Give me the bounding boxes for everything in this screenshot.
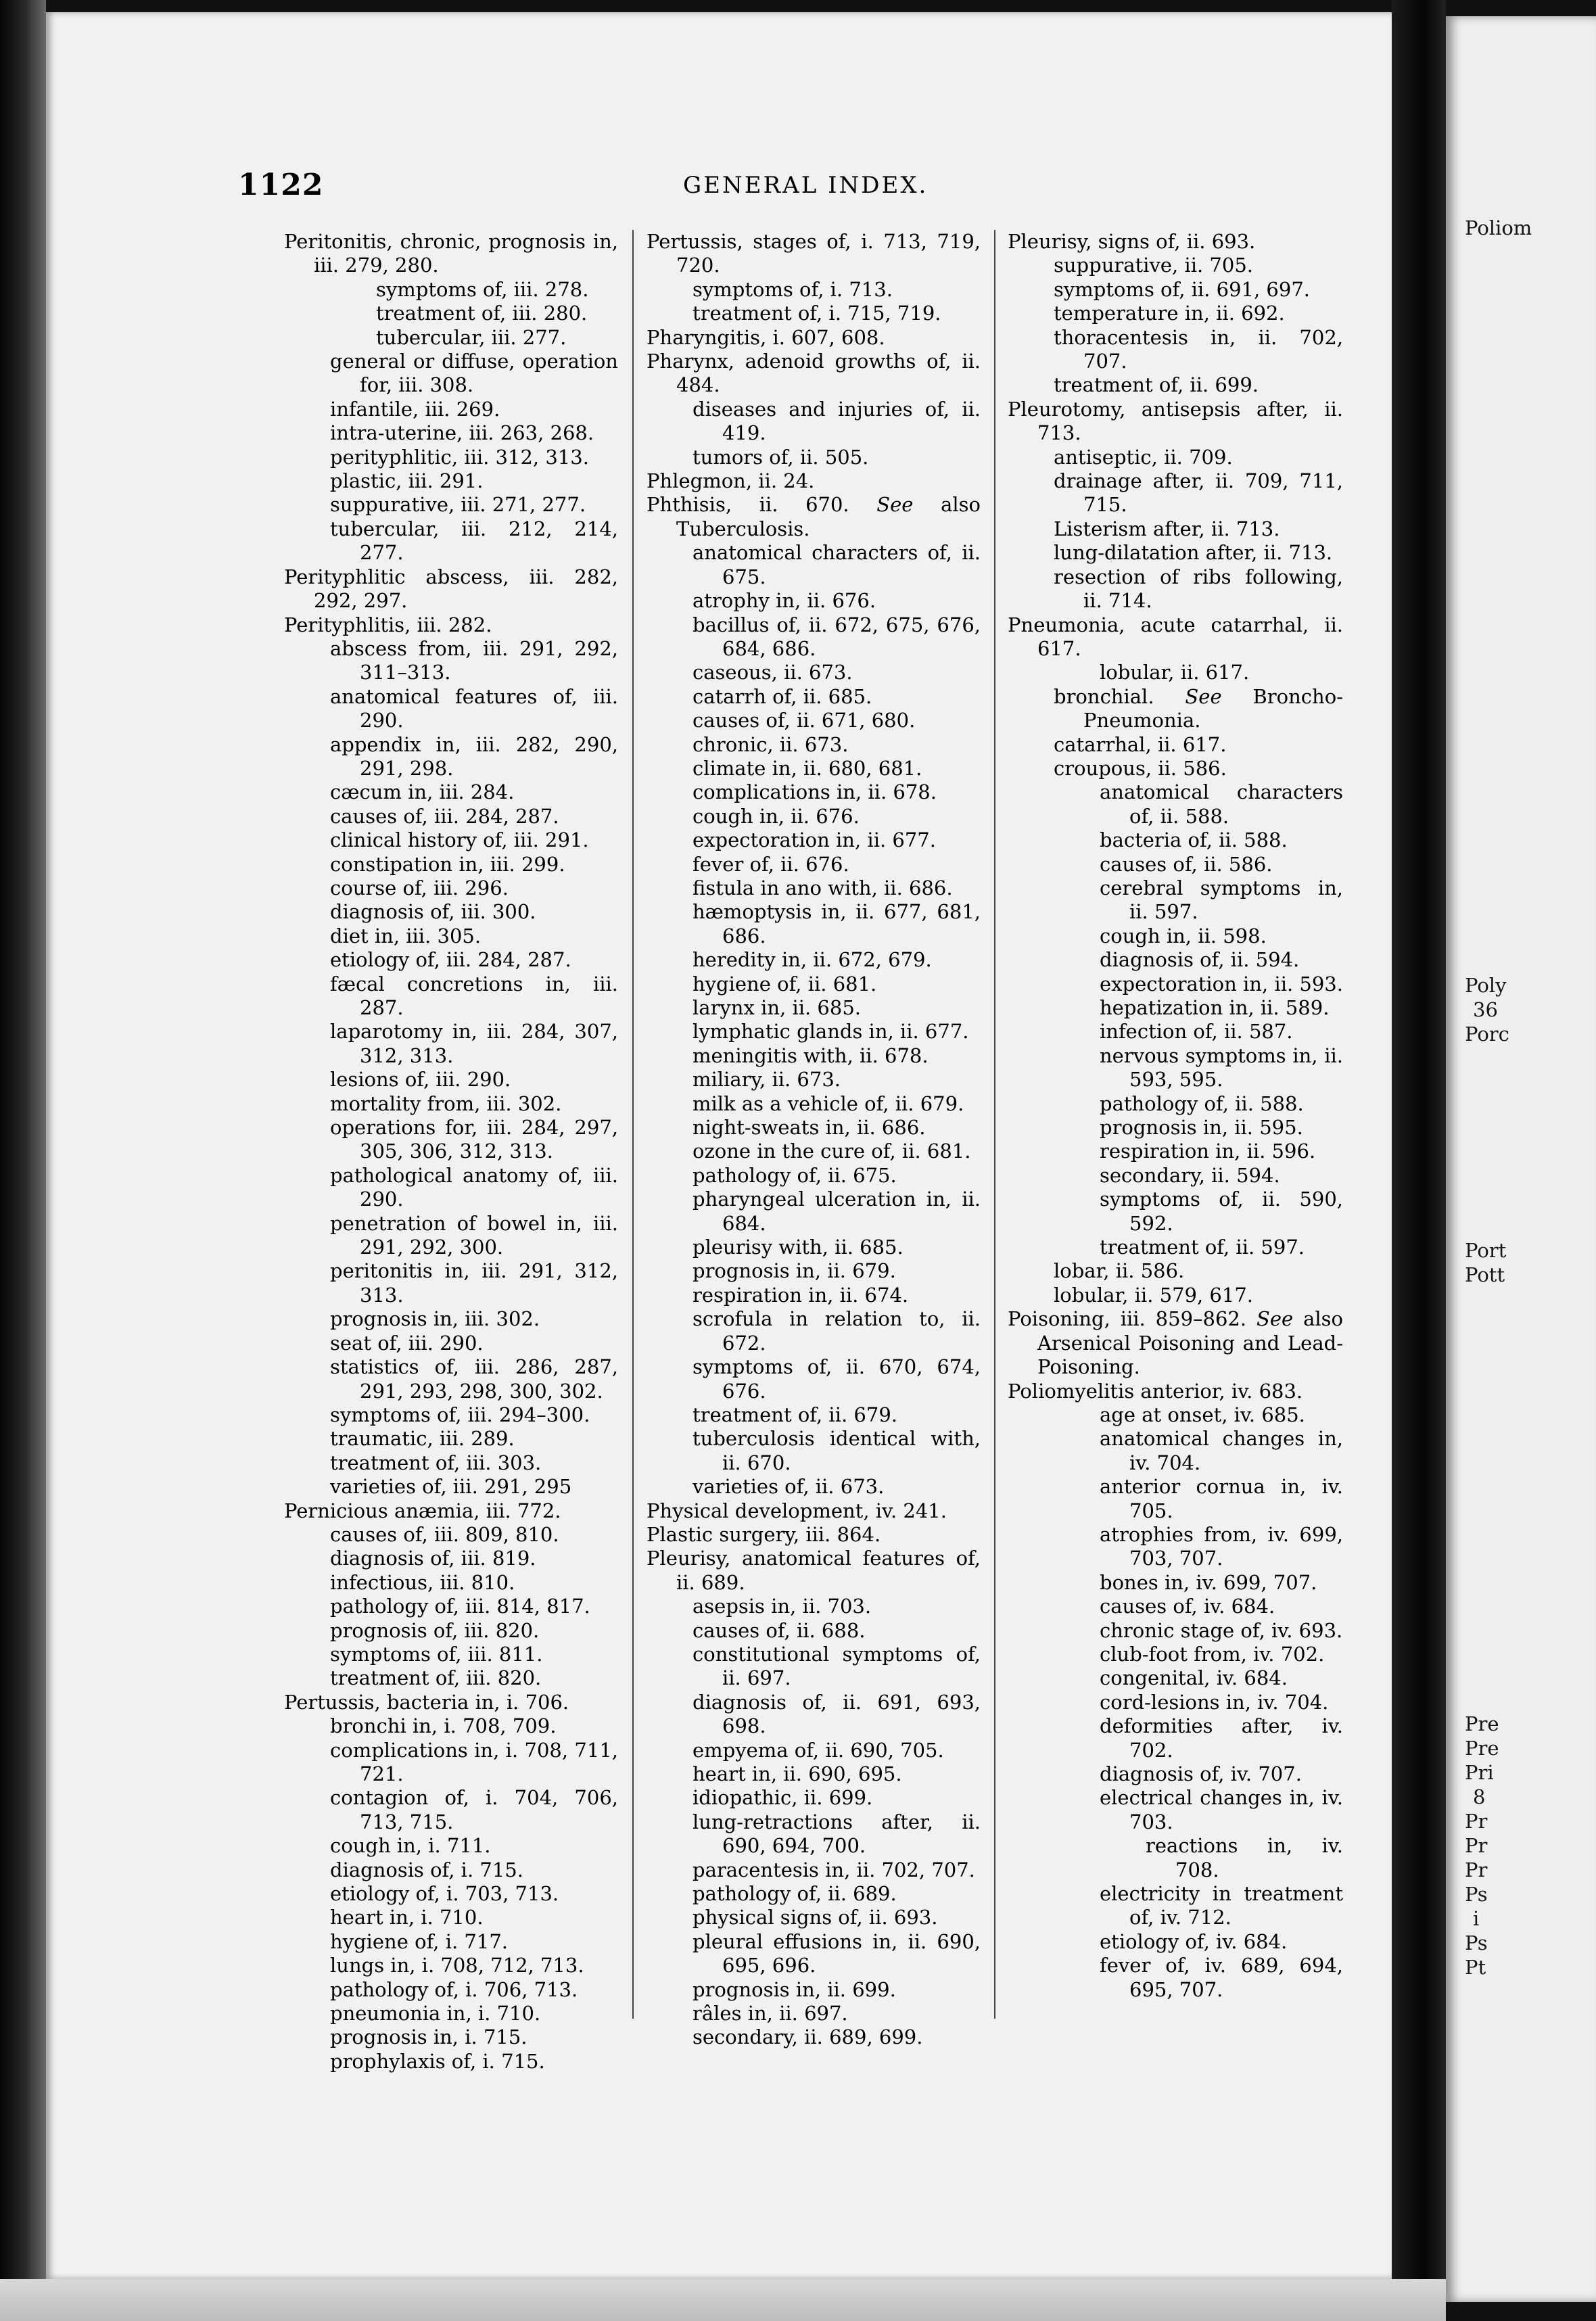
facing-page-fragment: Pt [1465,1956,1486,1979]
index-subentry: Listerism after, ii. 713. [1054,517,1280,540]
index-heading-entry: Pleurotomy, antisepsis after, ii. 713. [1008,397,1343,445]
index-subentry: tubercular, iii. 212, 214, 277. [330,517,618,565]
index-subentry: climate in, ii. 680, 681. [693,756,922,780]
book-gutter [1392,0,1446,2321]
index-subentry: temperature in, ii. 692. [1054,302,1285,325]
book-spine-left-edge [0,0,46,2321]
index-subentry: congenital, iv. 684. [1100,1666,1288,1690]
index-subentry: diagnosis of, iv. 707. [1100,1762,1302,1785]
index-subentry: idiopathic, ii. 699. [693,1786,873,1810]
index-subentry: expectoration in, ii. 593. [1100,972,1343,995]
index-subentry: fever of, ii. 676. [693,852,849,876]
index-subentry: symptoms of, iii. 811. [330,1642,543,1666]
index-subentry: lesions of, iii. 290. [330,1068,511,1092]
index-subentry: club-foot from, iv. 702. [1100,1642,1325,1666]
index-subentry: complications in, i. 708, 711, 721. [330,1738,618,1785]
index-subentry: fæcal concretions in, iii. 287. [330,972,618,1019]
index-subentry: diagnosis of, ii. 594. [1100,948,1300,972]
index-subentry: secondary, ii. 689, 699. [693,2025,923,2049]
index-subentry: prognosis in, ii. 679. [693,1259,896,1283]
index-subentry: hygiene of, ii. 681. [693,972,877,995]
index-subentry: prognosis in, ii. 595. [1100,1116,1303,1140]
index-heading-entry: Perityphlitis, iii. 282. [284,613,492,636]
index-subentry: clinical history of, iii. 291. [330,828,589,852]
index-heading-entry: Phthisis, ii. 670. See also Tuberculosis. [647,493,981,540]
index-subentry: abscess from, iii. 291, 292, 311–313. [330,636,618,684]
index-subentry: causes of, iii. 809, 810. [330,1522,559,1546]
index-subentry: bacteria of, ii. 588. [1100,828,1288,852]
index-subentry: respiration in, ii. 674. [693,1283,909,1307]
index-subentry: symptoms of, ii. 590, 592. [1100,1188,1343,1235]
index-subentry: cord-lesions in, iv. 704. [1100,1690,1329,1714]
index-subentry: traumatic, iii. 289. [330,1427,515,1451]
index-subentry: pharyngeal ulceration in, ii. 684. [693,1188,981,1235]
index-subentry: operations for, iii. 284, 297, 305, 306, 312, 313. [330,1116,618,1163]
facing-page-fragment: Pr [1465,1834,1488,1857]
index-subentry: night-sweats in, ii. 686. [693,1116,926,1140]
index-subentry: prognosis in, ii. 699. [693,1977,896,2001]
index-subentry: resection of ribs following, ii. 714. [1054,565,1343,613]
facing-page-fragment: 8 [1473,1785,1486,1808]
index-heading-entry: Peritonitis, chronic, prognosis in, iii. 279, 280. [284,230,618,277]
index-subentry: drainage after, ii. 709, 711, 715. [1054,469,1343,517]
index-subentry: penetration of bowel in, iii. 291, 292, 300. [330,1211,618,1259]
index-heading-entry: Physical development, iv. 241. [647,1499,947,1522]
index-heading-entry: Pneumonia, acute catarrhal, ii. 617. [1008,613,1343,660]
index-subentry: tumors of, ii. 505. [693,445,869,469]
index-subentry: fever of, iv. 689, 694, 695, 707. [1100,1954,1343,2001]
index-subentry: heredity in, ii. 672, 679. [693,948,932,972]
index-subentry: scrofula in relation to, ii. 672. [693,1307,981,1355]
facing-page-fragment: Port [1465,1239,1507,1262]
index-subentry: pathology of, i. 706, 713. [330,1977,578,2001]
index-subentry: respiration in, ii. 596. [1100,1140,1316,1163]
index-subentry: atrophies from, iv. 699, 703, 707. [1100,1522,1343,1570]
index-subentry: causes of, ii. 671, 680. [693,709,916,732]
index-subentry: symptoms of, i. 713. [693,277,893,301]
index-subentry: prognosis in, iii. 302. [330,1307,540,1331]
index-subentry: bacillus of, ii. 672, 675, 676, 684, 686. [693,613,981,660]
index-subentry: treatment of, i. 715, 719. [693,302,941,325]
facing-page-fragment: Pri [1465,1761,1494,1784]
index-subentry: contagion of, i. 704, 706, 713, 715. [330,1786,618,1833]
index-heading-entry: Pleurisy, anatomical features of, ii. 689. [647,1547,981,1594]
index-subentry: prophylaxis of, i. 715. [330,2049,545,2073]
facing-page-fragment: Poly [1465,974,1507,997]
index-column-2 [647,230,981,2050]
index-subentry: miliary, ii. 673. [693,1068,841,1092]
index-subentry: cough in, i. 711. [330,1834,491,1858]
index-subentry: cough in, ii. 676. [693,804,860,828]
index-subentry: diagnosis of, i. 715. [330,1858,523,1881]
index-subentry: pleurisy with, ii. 685. [693,1236,903,1259]
index-subentry: diagnosis of, iii. 819. [330,1547,536,1570]
index-subentry: infectious, iii. 810. [330,1570,515,1594]
index-subentry: bronchial. See Broncho-Pneumonia. [1054,684,1343,732]
index-subentry: meningitis with, ii. 678. [693,1044,929,1067]
index-subentry: pathological anatomy of, iii. 290. [330,1163,618,1211]
facing-page-fragment: Pre [1465,1737,1499,1760]
index-subentry: pleural effusions in, ii. 690, 695, 696. [693,1929,981,1977]
index-subentry: reactions in, iv. 708. [1146,1834,1343,1881]
index-subentry: diagnosis of, ii. 691, 693, 698. [693,1690,981,1738]
index-subentry: cough in, ii. 598. [1100,924,1267,947]
facing-page-fragment: Pr [1465,1858,1488,1881]
index-subentry: anatomical characters of, ii. 588. [1100,780,1343,828]
index-subentry: asepsis in, ii. 703. [693,1595,872,1618]
index-subentry: lung-retractions after, ii. 690, 694, 700. [693,1810,981,1858]
index-subentry: nervous symptoms in, ii. 593, 595. [1100,1044,1343,1092]
index-subentry: physical signs of, ii. 693. [693,1906,938,1929]
index-subentry: anatomical characters of, ii. 675. [693,541,981,588]
index-subentry: atrophy in, ii. 676. [693,589,876,613]
index-subentry: anterior cornua in, iv. 705. [1100,1475,1343,1522]
index-subentry: causes of, iii. 284, 287. [330,804,559,828]
index-subentry: milk as a vehicle of, ii. 679. [693,1092,964,1115]
index-subentry: constipation in, iii. 299. [330,852,565,876]
facing-page-fragment: Pott [1465,1263,1505,1286]
running-head: GENERAL INDEX. [683,172,929,199]
index-subentry: seat of, iii. 290. [330,1331,484,1355]
index-heading-entry: Plastic surgery, iii. 864. [647,1522,881,1546]
index-heading-entry: Perityphlitic abscess, iii. 282, 292, 297. [284,565,618,613]
index-subentry: cæcum in, iii. 284. [330,780,515,804]
index-subentry: lymphatic glands in, ii. 677. [693,1020,969,1044]
index-subentry: course of, iii. 296. [330,876,509,899]
facing-page-fragment: i [1473,1907,1480,1930]
column-rule-2 [994,230,995,2019]
index-heading-entry: Pharyngitis, i. 607, 608. [647,325,885,349]
index-subentry: paracentesis in, ii. 702, 707. [693,1858,975,1881]
index-subentry: constitutional symptoms of, ii. 697. [693,1642,981,1690]
index-subentry: prognosis of, iii. 820. [330,1618,540,1642]
index-subentry: peritonitis in, iii. 291, 312, 313. [330,1259,618,1307]
index-subentry: hæmoptysis in, ii. 677, 681, 686. [693,900,981,947]
facing-page-fragment: Porc [1465,1023,1509,1046]
index-subentry: suppurative, iii. 271, 277. [330,493,586,517]
index-subentry: lobar, ii. 586. [1054,1259,1185,1283]
index-subentry: lobular, ii. 579, 617. [1054,1283,1253,1307]
index-subentry: croupous, ii. 586. [1054,756,1227,780]
index-subentry: treatment of, ii. 597. [1100,1236,1305,1259]
index-subentry: mortality from, iii. 302. [330,1092,562,1115]
index-subentry: varieties of, iii. 291, 295 [330,1475,572,1499]
index-subentry: causes of, iv. 684. [1100,1595,1275,1618]
index-heading-entry: Pleurisy, signs of, ii. 693. [1008,230,1256,253]
index-subentry: cerebral symptoms in, ii. 597. [1100,876,1343,924]
facing-page-edge [1446,16,1596,2302]
index-subentry: causes of, ii. 688. [693,1618,866,1642]
index-subentry: chronic stage of, iv. 693. [1100,1618,1343,1642]
index-subentry: laparotomy in, iii. 284, 307, 312, 313. [330,1020,618,1067]
index-subentry: hepatization in, ii. 589. [1100,996,1330,1019]
facing-page-fragment: 36 [1473,998,1498,1021]
page-bottom-edge [0,2279,1446,2321]
index-subentry: infantile, iii. 269. [330,397,500,421]
facing-page-fragment: Pr [1465,1810,1488,1833]
index-column-1 [284,230,618,2073]
index-heading-entry: Pharynx, adenoid growths of, ii. 484. [647,350,981,397]
index-subentry: ozone in the cure of, ii. 681. [693,1140,971,1163]
index-subentry: anatomical features of, iii. 290. [330,684,618,732]
index-subentry: caseous, ii. 673. [693,661,853,684]
index-subentry: treatment of, ii. 699. [1054,373,1259,397]
index-heading-entry: Poisoning, iii. 859–862. See also Arsenical Poisoning and Lead-Poisoning. [1008,1307,1343,1379]
facing-page-fragment: Ps [1465,1883,1488,1906]
index-subentry: pathology of, iii. 814, 817. [330,1595,590,1618]
index-subentry: bronchi in, i. 708, 709. [330,1714,557,1738]
facing-page-fragment: Ps [1465,1931,1488,1954]
index-subentry: infection of, ii. 587. [1100,1020,1293,1044]
index-subentry: symptoms of, iii. 294–300. [330,1403,590,1426]
index-subentry: catarrhal, ii. 617. [1054,732,1227,756]
index-subentry: electricity in treatment of, iv. 712. [1100,1882,1343,1929]
index-subentry: diseases and injuries of, ii. 419. [693,397,981,445]
index-heading-entry: Pertussis, bacteria in, i. 706. [284,1690,569,1714]
index-subentry: general or diffuse, operation for, iii. 308. [330,350,618,397]
index-subentry: heart in, i. 710. [330,1906,484,1929]
index-subentry: plastic, iii. 291. [330,469,484,493]
index-subentry: complications in, ii. 678. [693,780,937,804]
index-subentry: antiseptic, ii. 709. [1054,445,1233,469]
index-subentry: etiology of, i. 703, 713. [330,1882,559,1906]
index-subentry: anatomical changes in, iv. 704. [1100,1427,1343,1474]
index-heading-entry: Phlegmon, ii. 24. [647,469,815,493]
index-subentry: pathology of, ii. 675. [693,1163,897,1187]
facing-page-fragment: Pre [1465,1712,1499,1735]
index-subentry: catarrh of, ii. 685. [693,684,872,708]
column-rule-1 [632,230,634,2019]
index-subentry: suppurative, ii. 705. [1054,254,1253,277]
index-subentry: symptoms of, ii. 670, 674, 676. [693,1355,981,1403]
index-subentry: varieties of, ii. 673. [693,1475,885,1499]
index-subentry: causes of, ii. 586. [1100,852,1273,876]
index-subentry: pathology of, ii. 689. [693,1882,897,1906]
index-subentry: secondary, ii. 594. [1100,1163,1280,1187]
index-subentry: larynx in, ii. 685. [693,996,862,1019]
index-subentry: lung-dilatation after, ii. 713. [1054,541,1333,565]
index-subentry: lobular, ii. 617. [1100,661,1250,684]
index-subentry: perityphlitic, iii. 312, 313. [330,445,589,469]
index-subentry: statistics of, iii. 286, 287, 291, 293, 298, 300, 302. [330,1355,618,1403]
index-subentry: electrical changes in, iv. 703. [1100,1786,1343,1833]
index-subentry: tubercular, iii. 277. [376,325,567,349]
index-subentry: etiology of, iv. 684. [1100,1929,1288,1953]
index-subentry: thoracentesis in, ii. 702, 707. [1054,325,1343,373]
index-subentry: treatment of, iii. 303. [330,1451,542,1474]
facing-page-fragment: Poliom [1465,216,1532,239]
index-subentry: bones in, iv. 699, 707. [1100,1570,1317,1594]
index-subentry: heart in, ii. 690, 695. [693,1762,902,1785]
index-subentry: age at onset, iv. 685. [1100,1403,1305,1426]
index-subentry: treatment of, iii. 280. [376,302,588,325]
index-heading-entry: Poliomyelitis anterior, iv. 683. [1008,1379,1303,1403]
index-heading-entry: Pernicious anæmia, iii. 772. [284,1499,561,1522]
index-subentry: pneumonia in, i. 710. [330,2002,541,2025]
page-number: 1122 [238,168,324,202]
index-subentry: deformities after, iv. 702. [1100,1714,1343,1762]
index-subentry: pathology of, ii. 588. [1100,1092,1304,1115]
index-column-3 [1008,230,1343,2002]
index-subentry: hygiene of, i. 717. [330,1929,508,1953]
index-subentry: symptoms of, ii. 691, 697. [1054,277,1310,301]
index-subentry: etiology of, iii. 284, 287. [330,948,571,972]
index-heading-entry: Pertussis, stages of, i. 713, 719, 720. [647,230,981,277]
index-subentry: treatment of, ii. 679. [693,1403,897,1426]
index-subentry: diagnosis of, iii. 300. [330,900,536,924]
index-subentry: appendix in, iii. 282, 290, 291, 298. [330,732,618,780]
index-subentry: diet in, iii. 305. [330,924,482,947]
index-subentry: empyema of, ii. 690, 705. [693,1738,944,1762]
index-subentry: symptoms of, iii. 278. [376,277,589,301]
index-subentry: chronic, ii. 673. [693,732,849,756]
index-subentry: râles in, ii. 697. [693,2002,848,2025]
index-subentry: tuberculosis identical with, ii. 670. [693,1427,981,1474]
index-subentry: expectoration in, ii. 677. [693,828,936,852]
index-subentry: prognosis in, i. 715. [330,2025,527,2049]
index-subentry: intra-uterine, iii. 263, 268. [330,421,594,445]
index-subentry: fistula in ano with, ii. 686. [693,876,953,899]
index-subentry: lungs in, i. 708, 712, 713. [330,1954,584,1977]
index-subentry: treatment of, iii. 820. [330,1666,542,1690]
